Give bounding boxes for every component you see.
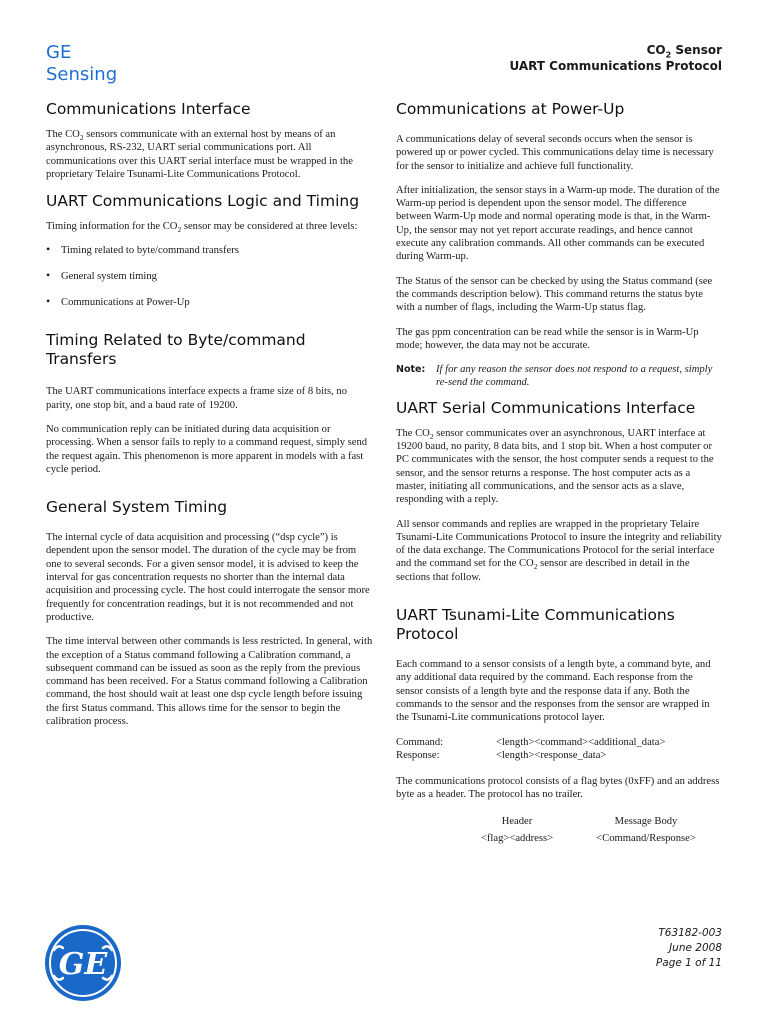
header-body-table [458, 813, 722, 847]
ge-logo-icon [44, 924, 122, 1002]
paragraph: All sensor commands and replies are wrapped in the proprietary Telaire Tsunami-Lite Communications Protocol to insure the integrity and reliability of the data exchange. The Communications Protocol for the serial interface and the command set for the $CO_2$ sensor are described in detail in the sections that follow. [396, 518, 722, 583]
response-format: <length><response_data> [496, 749, 607, 761]
heading-communications-interface: Communications Interface [46, 100, 251, 118]
protocol-format [396, 736, 722, 763]
heading-power-up: Communications at Power-Up [396, 100, 625, 118]
document-title-block [509, 42, 722, 74]
brand-ge: GE [46, 42, 72, 63]
paragraph: After initialization, the sensor stays in a Warm-up mode. The duration of the Warm-up period is dependent upon the sensor model. The difference between Warm-Up mode and normal operating mode is that, in the Warm-Up, the sensor may not yet report accurate readings, and hence cannot execute any calibration commands. All other commands can be executed during Warm-up. [396, 184, 720, 263]
paragraph: Each command to a sensor consists of a length byte, a command byte, and any additional data required by the command. Each response from the sensor consists of a length byte and the response data if any. Both the commands to the sensor and the responses from the sensor are wrapped in the Tsunami-Lite communications protocol layer. [396, 659, 711, 724]
paragraph: The internal cycle of data acquisition and processing (“dsp cycle”) is dependent upon the sensor model. The duration of the cycle may be from one to several seconds. For a given sensor model, it is advised to keep the interval for gas concentration requests no shorter than the internal data acquisition and processing cycle. The host could interrogate the sensor more frequently for concentration readings, but it is not recommended and not productive. [46, 532, 370, 623]
heading-byte-command-transfers: Timing Related to Byte/command Transfers [46, 331, 306, 369]
command-format: <length><command><additional_data> [496, 736, 666, 748]
note-text: If for any reason the sensor does not respond to a request, simply re-send the command. [436, 364, 713, 389]
command-label: Command: [396, 736, 444, 748]
paragraph: The Status of the sensor can be checked by using the Status command (see the commands description below). This command returns the status byte with a number of flags, including the Warm-Up status flag. [396, 275, 713, 314]
paragraph: The communications protocol consists of a flag bytes (0xFF) and an address byte as a header. The protocol has no trailer. [396, 776, 720, 801]
document-subtitle: UART Communications Protocol [509, 59, 722, 73]
paragraph: The UART communications interface expects a frame size of 8 bits, no parity, one stop bit, and a baud rate of 19200. [46, 386, 347, 411]
note-block [396, 363, 722, 390]
right-column [396, 100, 722, 847]
paragraph: Timing information for the $CO_2$ sensor may be considered at three levels: [46, 221, 358, 235]
brand-sensing: Sensing [46, 64, 118, 85]
table-header-message-body: Message Body [614, 815, 678, 827]
paragraph: The gas ppm concentration can be read while the sensor is in Warm-Up mode; however, the data may not be accurate. [396, 326, 699, 351]
bullet-icon: • [46, 268, 51, 283]
table-cell-command-response: <Command/Response> [596, 832, 696, 844]
heading-logic-and-timing: UART Communications Logic and Timing [46, 192, 360, 211]
table-header-header: Header [501, 815, 533, 827]
response-label: Response: [396, 749, 440, 761]
list-item: • Timing related to byte/command transfers [46, 242, 239, 257]
heading-tsunami-lite-protocol: UART Tsunami-Lite Communications Protocol [396, 606, 675, 644]
paragraph: The time interval between other commands is less restricted. In general, with the exception of a Status command following a Calibration command, a subsequent command can be issued as soon as the reply from the previous command has been received. For a Status command following a Calibration command, the host should wait at least one dsp cycle length before issuing the first Status command. This allows time for the sensor to begin the calibration process. [46, 636, 373, 728]
heading-general-system-timing: General System Timing [46, 498, 228, 517]
page-number: Page 1 of 11 [655, 957, 722, 969]
document-number: T63182-003 [658, 927, 722, 939]
table-cell-flag-address: <flag><address> [480, 832, 554, 844]
paragraph: No communication reply can be initiated during data acquisition or processing. When a sensor fails to reply to a command request, simply send the request again. This phenomenon is more apparent in models with a fast cycle period. [46, 423, 368, 475]
note-label: Note: [396, 364, 426, 376]
timing-levels-list [46, 244, 373, 309]
bullet-icon: • [46, 242, 51, 257]
heading-serial-interface: UART Serial Communications Interface [396, 398, 696, 417]
footer [656, 926, 722, 971]
list-item: • Communications at Power-Up [46, 294, 190, 309]
paragraph: The $CO_2$ sensor communicates over an asynchronous, UART interface at 19200 baud, no parity, 8 data bits, and 1 stop bit. When a host computer or PC communicates with the sensor, the host computer sends a request to the sensor, and the sensor returns a response. The host computer acts as a master, initiating all communications, and the sensor acts as a slave, responding with a reply. [396, 427, 714, 506]
document-title: $CO_2$ Sensor [646, 43, 722, 60]
brand-header [46, 42, 117, 86]
document-date: June 2008 [669, 942, 722, 954]
left-column [46, 100, 373, 739]
list-item: • General system timing [46, 268, 157, 283]
paragraph: The $CO_2$ sensors communicate with an external host by means of an asynchronous, RS-232, UART serial communications port. All communications over this UART serial interface must be wrapped in the proprietary Telaire Tsunami-Lite Communications Protocol. [46, 129, 353, 180]
bullet-icon: • [46, 294, 51, 309]
svg-text:GE: GE [58, 947, 108, 982]
paragraph: A communications delay of several seconds occurs when the sensor is powered up or power cycled. This communications delay time is necessary for the sensor to initialize and achieve full functionality. [396, 134, 714, 172]
